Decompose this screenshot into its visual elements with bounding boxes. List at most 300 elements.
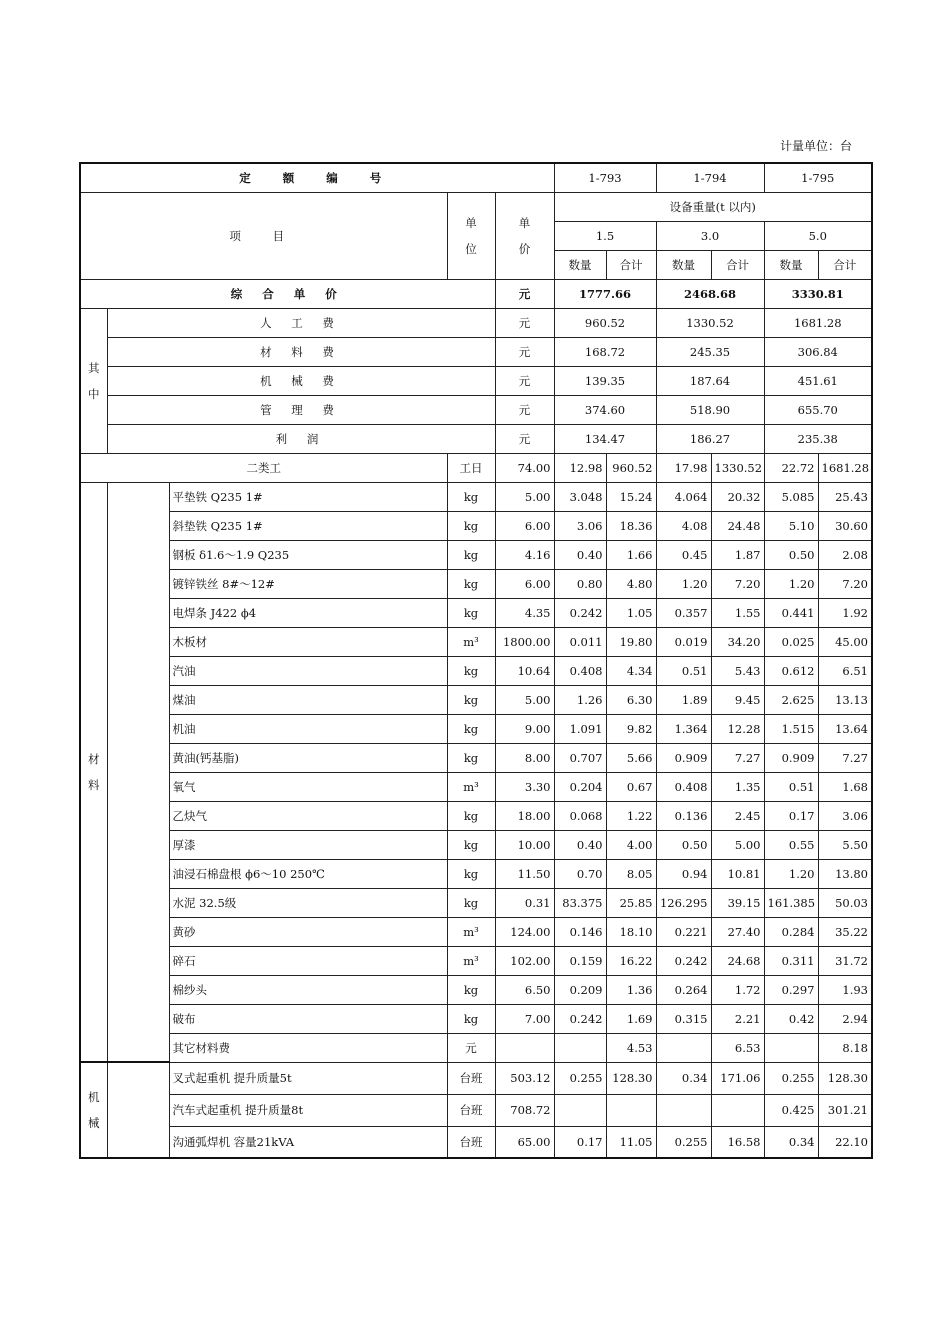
material-cell: 5.43 bbox=[711, 656, 764, 685]
machine-price: 65.00 bbox=[495, 1126, 554, 1158]
cost-unit: 元 bbox=[495, 395, 554, 424]
material-cell: 1.66 bbox=[606, 540, 656, 569]
material-cell: 20.32 bbox=[711, 482, 764, 511]
machine-cell bbox=[554, 1094, 606, 1126]
cost-name: 人 工 费 bbox=[107, 308, 495, 337]
cost-value: 139.35 bbox=[554, 366, 656, 395]
material-cell: 0.408 bbox=[554, 656, 606, 685]
material-unit: kg bbox=[447, 656, 495, 685]
material-unit: kg bbox=[447, 743, 495, 772]
qty-header: 数量 bbox=[554, 250, 606, 279]
material-cell: 8.05 bbox=[606, 859, 656, 888]
weight-1: 1.5 bbox=[554, 221, 656, 250]
material-cell: 1.26 bbox=[554, 685, 606, 714]
material-cell: 9.45 bbox=[711, 685, 764, 714]
machine-blank bbox=[107, 1062, 169, 1158]
machine-cell: 0.255 bbox=[656, 1126, 711, 1158]
code-2: 1-794 bbox=[656, 163, 764, 192]
material-cell: 0.67 bbox=[606, 772, 656, 801]
material-name: 木板材 bbox=[169, 627, 447, 656]
material-cell: 31.72 bbox=[818, 946, 872, 975]
machine-cell: 0.34 bbox=[656, 1062, 711, 1094]
material-cell: 5.50 bbox=[818, 830, 872, 859]
material-unit: m³ bbox=[447, 917, 495, 946]
material-cell: 5.00 bbox=[711, 830, 764, 859]
material-cell: 0.221 bbox=[656, 917, 711, 946]
material-cell: 4.80 bbox=[606, 569, 656, 598]
material-unit: kg bbox=[447, 830, 495, 859]
material-price: 7.00 bbox=[495, 1004, 554, 1033]
material-price: 1800.00 bbox=[495, 627, 554, 656]
material-cell: 0.159 bbox=[554, 946, 606, 975]
material-cell: 18.10 bbox=[606, 917, 656, 946]
cost-name: 机 械 费 bbox=[107, 366, 495, 395]
material-cell: 6.53 bbox=[711, 1033, 764, 1062]
material-cell: 1.091 bbox=[554, 714, 606, 743]
cost-unit: 元 bbox=[495, 337, 554, 366]
sum-header: 合计 bbox=[711, 250, 764, 279]
material-row bbox=[80, 743, 872, 772]
material-price: 102.00 bbox=[495, 946, 554, 975]
material-cell: 25.85 bbox=[606, 888, 656, 917]
material-row bbox=[80, 975, 872, 1004]
material-cell: 1.36 bbox=[606, 975, 656, 1004]
material-cell: 0.297 bbox=[764, 975, 818, 1004]
material-cell: 0.70 bbox=[554, 859, 606, 888]
material-cell: 35.22 bbox=[818, 917, 872, 946]
material-blank bbox=[107, 482, 169, 1062]
unit-header: 单位 bbox=[447, 192, 495, 279]
qty-header: 数量 bbox=[764, 250, 818, 279]
cost-value: 187.64 bbox=[656, 366, 764, 395]
cost-value: 235.38 bbox=[764, 424, 872, 453]
material-cell: 34.20 bbox=[711, 627, 764, 656]
material-unit: 元 bbox=[447, 1033, 495, 1062]
material-cell: 45.00 bbox=[818, 627, 872, 656]
material-cell: 25.43 bbox=[818, 482, 872, 511]
material-cell: 1.87 bbox=[711, 540, 764, 569]
material-cell: 1.35 bbox=[711, 772, 764, 801]
material-cell: 161.385 bbox=[764, 888, 818, 917]
cost-row bbox=[80, 366, 872, 395]
material-cell: 2.08 bbox=[818, 540, 872, 569]
material-cell: 0.242 bbox=[656, 946, 711, 975]
material-cell: 2.21 bbox=[711, 1004, 764, 1033]
price-header: 单价 bbox=[495, 192, 554, 279]
cost-row bbox=[80, 308, 872, 337]
machine-unit: 台班 bbox=[447, 1126, 495, 1158]
material-cell: 0.209 bbox=[554, 975, 606, 1004]
material-row bbox=[80, 540, 872, 569]
material-price: 5.00 bbox=[495, 685, 554, 714]
material-cell: 1.68 bbox=[818, 772, 872, 801]
material-price: 124.00 bbox=[495, 917, 554, 946]
material-price: 4.16 bbox=[495, 540, 554, 569]
material-cell: 0.50 bbox=[656, 830, 711, 859]
material-cell: 0.136 bbox=[656, 801, 711, 830]
material-cell: 0.55 bbox=[764, 830, 818, 859]
material-cell: 1.515 bbox=[764, 714, 818, 743]
material-cell: 0.45 bbox=[656, 540, 711, 569]
material-cell: 1.93 bbox=[818, 975, 872, 1004]
material-row bbox=[80, 482, 872, 511]
material-cell: 2.625 bbox=[764, 685, 818, 714]
material-row bbox=[80, 830, 872, 859]
labor-cell: 1330.52 bbox=[711, 453, 764, 482]
material-cell: 30.60 bbox=[818, 511, 872, 540]
material-price: 9.00 bbox=[495, 714, 554, 743]
material-cell: 5.085 bbox=[764, 482, 818, 511]
material-unit: kg bbox=[447, 888, 495, 917]
material-row bbox=[80, 772, 872, 801]
cost-row bbox=[80, 424, 872, 453]
cost-value: 655.70 bbox=[764, 395, 872, 424]
material-name: 电焊条 J422 ϕ4 bbox=[169, 598, 447, 627]
material-cell: 0.284 bbox=[764, 917, 818, 946]
material-cell: 4.53 bbox=[606, 1033, 656, 1062]
material-cell: 0.264 bbox=[656, 975, 711, 1004]
material-cell: 0.019 bbox=[656, 627, 711, 656]
material-name: 黄油(钙基脂) bbox=[169, 743, 447, 772]
material-cell: 0.311 bbox=[764, 946, 818, 975]
material-cell: 3.06 bbox=[818, 801, 872, 830]
material-cell: 0.408 bbox=[656, 772, 711, 801]
weight-group-header: 设备重量(t 以内) bbox=[554, 192, 872, 221]
cost-row bbox=[80, 337, 872, 366]
material-cell: 0.50 bbox=[764, 540, 818, 569]
material-row bbox=[80, 917, 872, 946]
machine-row bbox=[80, 1094, 872, 1126]
material-cell: 0.51 bbox=[656, 656, 711, 685]
material-cell: 0.40 bbox=[554, 830, 606, 859]
material-cell: 4.00 bbox=[606, 830, 656, 859]
material-cell: 0.40 bbox=[554, 540, 606, 569]
material-unit: kg bbox=[447, 975, 495, 1004]
material-cell: 7.20 bbox=[818, 569, 872, 598]
labor-price: 74.00 bbox=[495, 453, 554, 482]
machine-cell bbox=[606, 1094, 656, 1126]
code-3: 1-795 bbox=[764, 163, 872, 192]
material-row bbox=[80, 714, 872, 743]
material-group-text: 材料 bbox=[87, 751, 100, 792]
material-cell: 1.92 bbox=[818, 598, 872, 627]
material-row bbox=[80, 511, 872, 540]
material-cell: 0.51 bbox=[764, 772, 818, 801]
material-cell: 1.364 bbox=[656, 714, 711, 743]
machine-price: 708.72 bbox=[495, 1094, 554, 1126]
material-row bbox=[80, 859, 872, 888]
machine-name: 叉式起重机 提升质量5t bbox=[169, 1062, 447, 1094]
material-cell: 19.80 bbox=[606, 627, 656, 656]
material-unit: kg bbox=[447, 859, 495, 888]
material-cell: 0.17 bbox=[764, 801, 818, 830]
material-unit: m³ bbox=[447, 946, 495, 975]
material-cell: 1.20 bbox=[764, 569, 818, 598]
material-cell: 126.295 bbox=[656, 888, 711, 917]
material-cell bbox=[554, 1033, 606, 1062]
labor-cell: 12.98 bbox=[554, 453, 606, 482]
cost-value: 1681.28 bbox=[764, 308, 872, 337]
material-cell: 0.068 bbox=[554, 801, 606, 830]
quota-table bbox=[79, 162, 873, 1159]
material-name: 平垫铁 Q235 1# bbox=[169, 482, 447, 511]
labor-name: 二类工 bbox=[80, 453, 447, 482]
material-cell: 0.315 bbox=[656, 1004, 711, 1033]
composite-value-3: 3330.81 bbox=[764, 279, 872, 308]
material-name: 黄砂 bbox=[169, 917, 447, 946]
material-cell bbox=[764, 1033, 818, 1062]
material-row bbox=[80, 1033, 872, 1062]
material-name: 斜垫铁 Q235 1# bbox=[169, 511, 447, 540]
material-cell: 0.441 bbox=[764, 598, 818, 627]
cost-value: 960.52 bbox=[554, 308, 656, 337]
material-group-label bbox=[80, 482, 107, 1062]
material-name: 水泥 32.5级 bbox=[169, 888, 447, 917]
material-row bbox=[80, 888, 872, 917]
unit-note: 计量单位：台 bbox=[780, 139, 853, 153]
material-cell: 1.89 bbox=[656, 685, 711, 714]
material-cell: 1.22 bbox=[606, 801, 656, 830]
material-name: 其它材料费 bbox=[169, 1033, 447, 1062]
material-name: 钢板 δ1.6～1.9 Q235 bbox=[169, 540, 447, 569]
material-cell: 27.40 bbox=[711, 917, 764, 946]
machine-price: 503.12 bbox=[495, 1062, 554, 1094]
machine-cell: 0.425 bbox=[764, 1094, 818, 1126]
material-cell: 15.24 bbox=[606, 482, 656, 511]
material-cell: 9.82 bbox=[606, 714, 656, 743]
material-cell: 3.048 bbox=[554, 482, 606, 511]
material-price: 5.00 bbox=[495, 482, 554, 511]
header-row-1 bbox=[80, 192, 872, 221]
composite-value-2: 2468.68 bbox=[656, 279, 764, 308]
material-cell: 83.375 bbox=[554, 888, 606, 917]
material-cell: 7.27 bbox=[711, 743, 764, 772]
material-cell: 0.707 bbox=[554, 743, 606, 772]
machine-cell: 128.30 bbox=[818, 1062, 872, 1094]
labor-row bbox=[80, 453, 872, 482]
composite-value-1: 1777.66 bbox=[554, 279, 656, 308]
material-cell: 0.357 bbox=[656, 598, 711, 627]
machine-group-text: 机械 bbox=[87, 1090, 100, 1130]
material-row bbox=[80, 946, 872, 975]
material-price bbox=[495, 1033, 554, 1062]
machine-row bbox=[80, 1126, 872, 1158]
material-name: 氧气 bbox=[169, 772, 447, 801]
sum-header: 合计 bbox=[606, 250, 656, 279]
material-cell: 2.45 bbox=[711, 801, 764, 830]
labor-cell: 17.98 bbox=[656, 453, 711, 482]
machine-name: 汽车式起重机 提升质量8t bbox=[169, 1094, 447, 1126]
material-price: 10.00 bbox=[495, 830, 554, 859]
sum-header: 合计 bbox=[818, 250, 872, 279]
material-row bbox=[80, 627, 872, 656]
material-cell: 4.34 bbox=[606, 656, 656, 685]
material-name: 破布 bbox=[169, 1004, 447, 1033]
quota-no-row bbox=[80, 163, 872, 192]
material-row bbox=[80, 801, 872, 830]
material-unit: kg bbox=[447, 801, 495, 830]
material-cell: 0.011 bbox=[554, 627, 606, 656]
material-cell: 3.06 bbox=[554, 511, 606, 540]
material-cell: 0.242 bbox=[554, 1004, 606, 1033]
material-cell: 10.81 bbox=[711, 859, 764, 888]
material-cell: 50.03 bbox=[818, 888, 872, 917]
material-name: 碎石 bbox=[169, 946, 447, 975]
material-cell: 0.909 bbox=[764, 743, 818, 772]
labor-cell: 960.52 bbox=[606, 453, 656, 482]
machine-cell: 0.255 bbox=[764, 1062, 818, 1094]
material-unit: kg bbox=[447, 511, 495, 540]
machine-cell bbox=[711, 1094, 764, 1126]
material-cell bbox=[656, 1033, 711, 1062]
material-price: 10.64 bbox=[495, 656, 554, 685]
machine-group-label bbox=[80, 1062, 107, 1158]
machine-cell: 128.30 bbox=[606, 1062, 656, 1094]
cost-value: 168.72 bbox=[554, 337, 656, 366]
cost-name: 利 润 bbox=[107, 424, 495, 453]
labor-unit: 工日 bbox=[447, 453, 495, 482]
material-name: 镀锌铁丝 8#～12# bbox=[169, 569, 447, 598]
cost-name: 材 料 费 bbox=[107, 337, 495, 366]
material-cell: 6.30 bbox=[606, 685, 656, 714]
cost-unit: 元 bbox=[495, 424, 554, 453]
material-cell: 18.36 bbox=[606, 511, 656, 540]
material-price: 11.50 bbox=[495, 859, 554, 888]
material-cell: 0.909 bbox=[656, 743, 711, 772]
material-cell: 1.20 bbox=[656, 569, 711, 598]
cost-group-text: 其中 bbox=[87, 360, 100, 401]
material-unit: kg bbox=[447, 569, 495, 598]
material-cell: 0.204 bbox=[554, 772, 606, 801]
material-cell: 6.51 bbox=[818, 656, 872, 685]
material-row bbox=[80, 656, 872, 685]
material-name: 汽油 bbox=[169, 656, 447, 685]
composite-price-row bbox=[80, 279, 872, 308]
material-unit: kg bbox=[447, 685, 495, 714]
machine-cell: 301.21 bbox=[818, 1094, 872, 1126]
item-header: 项 目 bbox=[80, 192, 447, 279]
material-price: 3.30 bbox=[495, 772, 554, 801]
material-cell: 0.80 bbox=[554, 569, 606, 598]
machine-cell: 11.05 bbox=[606, 1126, 656, 1158]
material-name: 乙炔气 bbox=[169, 801, 447, 830]
material-name: 厚漆 bbox=[169, 830, 447, 859]
material-cell: 0.612 bbox=[764, 656, 818, 685]
cost-value: 518.90 bbox=[656, 395, 764, 424]
material-name: 油浸石棉盘根 ϕ6～10 250℃ bbox=[169, 859, 447, 888]
material-unit: m³ bbox=[447, 772, 495, 801]
material-cell: 1.55 bbox=[711, 598, 764, 627]
labor-cell: 1681.28 bbox=[818, 453, 872, 482]
labor-cell: 22.72 bbox=[764, 453, 818, 482]
material-price: 4.35 bbox=[495, 598, 554, 627]
material-price: 6.50 bbox=[495, 975, 554, 1004]
code-1: 1-793 bbox=[554, 163, 656, 192]
material-unit: kg bbox=[447, 1004, 495, 1033]
material-cell: 0.94 bbox=[656, 859, 711, 888]
material-price: 6.00 bbox=[495, 569, 554, 598]
machine-cell: 171.06 bbox=[711, 1062, 764, 1094]
material-cell: 13.64 bbox=[818, 714, 872, 743]
cost-unit: 元 bbox=[495, 308, 554, 337]
machine-cell: 0.17 bbox=[554, 1126, 606, 1158]
material-name: 机油 bbox=[169, 714, 447, 743]
machine-cell bbox=[656, 1094, 711, 1126]
machine-unit: 台班 bbox=[447, 1062, 495, 1094]
material-unit: kg bbox=[447, 540, 495, 569]
material-cell: 5.10 bbox=[764, 511, 818, 540]
material-cell: 4.064 bbox=[656, 482, 711, 511]
weight-3: 5.0 bbox=[764, 221, 872, 250]
material-cell: 39.15 bbox=[711, 888, 764, 917]
material-cell: 1.72 bbox=[711, 975, 764, 1004]
material-cell: 5.66 bbox=[606, 743, 656, 772]
composite-unit: 元 bbox=[495, 279, 554, 308]
material-cell: 1.69 bbox=[606, 1004, 656, 1033]
material-unit: m³ bbox=[447, 627, 495, 656]
material-cell: 2.94 bbox=[818, 1004, 872, 1033]
material-row bbox=[80, 685, 872, 714]
quota-no-label: 定 额 编 号 bbox=[80, 163, 554, 192]
qty-header: 数量 bbox=[656, 250, 711, 279]
material-cell: 0.42 bbox=[764, 1004, 818, 1033]
material-cell: 8.18 bbox=[818, 1033, 872, 1062]
material-price: 8.00 bbox=[495, 743, 554, 772]
material-unit: kg bbox=[447, 714, 495, 743]
machine-cell: 22.10 bbox=[818, 1126, 872, 1158]
material-cell: 0.242 bbox=[554, 598, 606, 627]
material-price: 18.00 bbox=[495, 801, 554, 830]
material-name: 煤油 bbox=[169, 685, 447, 714]
material-cell: 7.27 bbox=[818, 743, 872, 772]
material-cell: 13.13 bbox=[818, 685, 872, 714]
material-cell: 4.08 bbox=[656, 511, 711, 540]
machine-name: 沟通弧焊机 容量21kVA bbox=[169, 1126, 447, 1158]
composite-label: 综 合 单 价 bbox=[80, 279, 495, 308]
cost-value: 374.60 bbox=[554, 395, 656, 424]
cost-value: 134.47 bbox=[554, 424, 656, 453]
machine-unit: 台班 bbox=[447, 1094, 495, 1126]
machine-row bbox=[80, 1062, 872, 1094]
material-cell: 1.05 bbox=[606, 598, 656, 627]
cost-value: 306.84 bbox=[764, 337, 872, 366]
cost-group-label bbox=[80, 308, 107, 453]
material-unit: kg bbox=[447, 482, 495, 511]
material-unit: kg bbox=[447, 598, 495, 627]
cost-value: 451.61 bbox=[764, 366, 872, 395]
material-price: 0.31 bbox=[495, 888, 554, 917]
cost-value: 1330.52 bbox=[656, 308, 764, 337]
material-cell: 12.28 bbox=[711, 714, 764, 743]
material-cell: 1.20 bbox=[764, 859, 818, 888]
material-row bbox=[80, 598, 872, 627]
machine-cell: 0.255 bbox=[554, 1062, 606, 1094]
material-cell: 24.68 bbox=[711, 946, 764, 975]
material-name: 棉纱头 bbox=[169, 975, 447, 1004]
machine-cell: 16.58 bbox=[711, 1126, 764, 1158]
material-cell: 7.20 bbox=[711, 569, 764, 598]
material-cell: 16.22 bbox=[606, 946, 656, 975]
weight-2: 3.0 bbox=[656, 221, 764, 250]
material-cell: 13.80 bbox=[818, 859, 872, 888]
cost-value: 186.27 bbox=[656, 424, 764, 453]
cost-unit: 元 bbox=[495, 366, 554, 395]
cost-row bbox=[80, 395, 872, 424]
material-cell: 24.48 bbox=[711, 511, 764, 540]
cost-value: 245.35 bbox=[656, 337, 764, 366]
material-row bbox=[80, 569, 872, 598]
material-price: 6.00 bbox=[495, 511, 554, 540]
